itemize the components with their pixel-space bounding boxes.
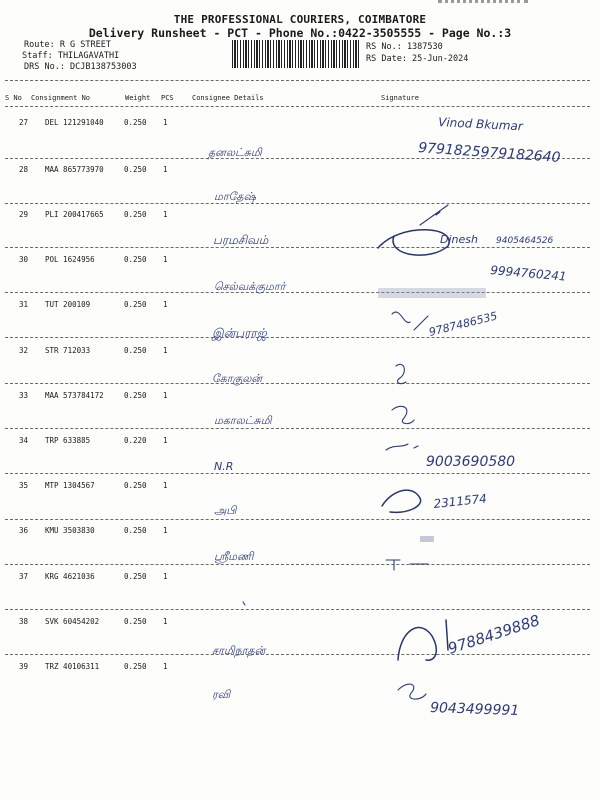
header-rule-bottom: [5, 106, 590, 107]
row-sno: 32: [19, 346, 29, 355]
row-sno: 27: [19, 118, 29, 127]
row-pcs: 1: [163, 300, 168, 309]
row-pcs: 1: [163, 436, 168, 445]
rs-number: RS No.: 1387530: [366, 42, 443, 52]
phone-number: 9043499991: [429, 700, 520, 720]
row-weight: 0.250: [124, 572, 147, 581]
row-pcs: 1: [163, 662, 168, 671]
handwritten-name: அபி: [214, 504, 237, 517]
row-divider: [5, 383, 590, 384]
row-pcs: 1: [163, 255, 168, 264]
col-consignment: Consignment No: [31, 94, 91, 102]
scan-top-mark: [438, 0, 528, 6]
signature-stroke: [382, 490, 421, 512]
row-weight: 0.250: [124, 300, 147, 309]
row-weight: 0.250: [124, 346, 147, 355]
signature-stroke: [386, 560, 428, 570]
row-consignment: MAA 573784172: [45, 391, 104, 400]
row-divider: [5, 473, 590, 474]
row-sno: 28: [19, 165, 29, 174]
company-title: THE PROFESSIONAL COURIERS, COIMBATORE: [173, 13, 427, 26]
phone-number: 2311574: [432, 491, 488, 511]
faint-ink: [420, 536, 434, 542]
row-consignment: MTP 1304567: [45, 481, 95, 490]
barcode: [232, 40, 360, 68]
row-pcs: 1: [163, 165, 168, 174]
row-sno: 39: [19, 662, 29, 671]
row-pcs: 1: [163, 617, 168, 626]
row-sno: 30: [19, 255, 29, 264]
row-sno: 34: [19, 436, 29, 445]
row-weight: 0.220: [124, 436, 147, 445]
handwritten-name: ரவி: [212, 688, 231, 701]
phone-number: 9791825979182640: [417, 140, 562, 166]
ink-dot: [243, 602, 245, 605]
row-sno: 38: [19, 617, 29, 626]
row-weight: 0.250: [124, 210, 147, 219]
row-consignment: TRZ 40106311: [45, 662, 100, 671]
row-divider: [5, 337, 590, 338]
row-pcs: 1: [163, 526, 168, 535]
row-sno: 37: [19, 572, 29, 581]
drs-number: DRS No.: DCJB138753003: [24, 62, 137, 72]
row-weight: 0.250: [124, 118, 147, 127]
phone-number: 9003690580: [426, 454, 516, 470]
staff-label: Staff: THILAGAVATHI: [22, 51, 120, 61]
row-pcs: 1: [163, 210, 168, 219]
row-consignment: POL 1624956: [45, 255, 95, 264]
row-consignment: MAA 865773970: [45, 165, 104, 174]
row-divider: [5, 519, 590, 520]
rs-date: RS Date: 25-Jun-2024: [366, 54, 469, 64]
col-signature: Signature: [381, 94, 419, 102]
row-consignment: TUT 200109: [45, 300, 91, 309]
row-divider: [5, 292, 590, 293]
handwritten-name: N.R: [214, 460, 234, 473]
row-consignment: SVK 60454202: [45, 617, 100, 626]
row-weight: 0.250: [124, 255, 147, 264]
row-consignment: DEL 121291040: [45, 118, 104, 127]
handwritten-name: செல்வக்குமார்: [214, 280, 286, 293]
signature-stroke: [378, 230, 449, 255]
signature-text: Dinesh: [440, 233, 478, 246]
handwritten-name: மகாலட்சுமி: [214, 414, 272, 427]
row-sno: 36: [19, 526, 29, 535]
row-divider: [5, 564, 590, 565]
row-consignment: STR 712033: [45, 346, 91, 355]
row-pcs: 1: [163, 118, 168, 127]
row-weight: 0.250: [124, 662, 147, 671]
row-pcs: 1: [163, 481, 168, 490]
phone-number: 9994760241: [489, 263, 568, 284]
row-weight: 0.250: [124, 391, 147, 400]
handwritten-name: சாமிநாதன்: [212, 644, 266, 657]
phone-number: 9405464526: [496, 236, 554, 246]
row-weight: 0.250: [124, 165, 147, 174]
row-pcs: 1: [163, 572, 168, 581]
row-divider: [5, 428, 590, 429]
phone-number: 9787486535: [427, 309, 499, 339]
col-pcs: PCS: [161, 94, 174, 102]
row-sno: 31: [19, 300, 29, 309]
row-sno: 35: [19, 481, 29, 490]
row-sno: 33: [19, 391, 29, 400]
row-consignment: KRG 4621036: [45, 572, 95, 581]
signature-text: Vinod Bkumar: [437, 115, 524, 134]
handwritten-name: இன்பராஜ்: [212, 326, 267, 340]
col-weight: Weight: [125, 94, 151, 102]
header-rule-top: [5, 80, 590, 81]
row-consignment: PLI 200417665: [45, 210, 104, 219]
route-label: Route: R G STREET: [24, 40, 111, 50]
row-weight: 0.250: [124, 617, 147, 626]
signature-stroke: [386, 444, 418, 450]
row-divider: [5, 247, 590, 248]
signature-stroke: [420, 205, 448, 225]
col-sno: S No: [5, 94, 22, 102]
row-weight: 0.250: [124, 526, 147, 535]
row-sno: 29: [19, 210, 29, 219]
faint-ink: [378, 288, 486, 298]
row-divider: [5, 158, 590, 159]
row-divider: [5, 203, 590, 204]
row-weight: 0.250: [124, 481, 147, 490]
row-consignment: TRP 633885: [45, 436, 91, 445]
handwritten-name: ஸ்ரீமணி: [214, 550, 254, 563]
row-consignment: KMU 3503830: [45, 526, 95, 535]
row-divider: [5, 609, 590, 610]
handwritten-name: தனலட்சுமி: [208, 146, 262, 159]
signature-stroke: [392, 406, 414, 423]
handwritten-name: பரமசிவம்: [213, 233, 269, 247]
signature-stroke: [396, 364, 406, 383]
row-pcs: 1: [163, 346, 168, 355]
signature-stroke: [398, 684, 426, 699]
phone-number: 9788439888: [445, 611, 543, 658]
row-pcs: 1: [163, 391, 168, 400]
handwritten-name: கோகுலன்: [212, 372, 263, 385]
runsheet-subtitle: Delivery Runsheet - PCT - Phone No.:0422-3505555 - Page No.:3: [88, 26, 512, 40]
signature-stroke: [392, 312, 428, 330]
handwritten-name: மாதேஷ்: [214, 190, 256, 203]
row-divider: [5, 654, 590, 655]
col-consignee: Consignee Details: [192, 94, 264, 102]
